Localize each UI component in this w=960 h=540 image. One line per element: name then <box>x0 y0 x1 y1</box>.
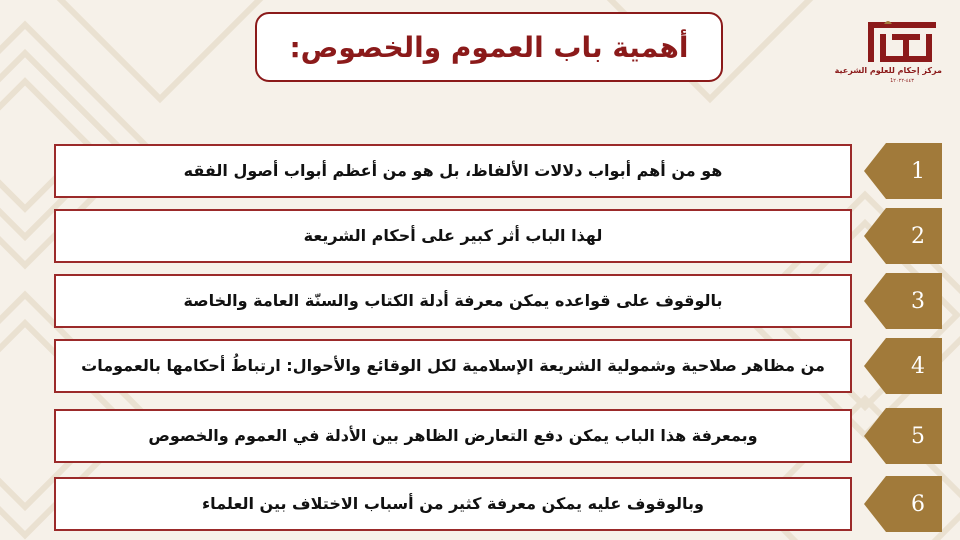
item-text: وبمعرفة هذا الباب يمكن دفع التعارض الظاهر بين الأدلة في العموم والخصوص <box>148 426 758 445</box>
number-badge <box>864 476 942 532</box>
number-badge <box>864 338 942 394</box>
item-box <box>54 409 852 463</box>
item-box <box>54 209 852 263</box>
item-number: 5 <box>911 423 925 449</box>
item-box <box>54 477 852 531</box>
item-number: 2 <box>911 223 925 249</box>
list-item <box>0 339 960 393</box>
item-box <box>54 144 852 198</box>
item-text: بالوقوف على قواعده يمكن معرفة أدلة الكتاب والسنّة العامة والخاصة <box>183 291 723 310</box>
item-text: وبالوقوف عليه يمكن معرفة كثير من أسباب الاختلاف بين العلماء <box>202 494 704 513</box>
list-item <box>0 274 960 328</box>
number-badge <box>864 273 942 329</box>
item-number: 1 <box>911 158 925 184</box>
item-text: من مظاهر صلاحية وشمولية الشريعة الإسلامية لكل الوقائع والأحوال: ارتباطُ أحكامها بالعمومات <box>81 356 825 375</box>
logo-subtitle: 1٤٤٣-٢٠٢٢ <box>890 78 914 84</box>
page-title: أهمية باب العموم والخصوص: <box>289 30 689 64</box>
item-number: 3 <box>911 288 925 314</box>
list-item <box>0 409 960 463</box>
list-item <box>0 209 960 263</box>
logo-name: مركز إحكام للعلوم الشرعية <box>834 66 942 75</box>
item-text: هو من أهم أبواب دلالات الألفاظ، بل هو من أعظم أبواب أصول الفقه <box>183 161 723 180</box>
title-box <box>255 12 723 82</box>
number-badge <box>864 143 942 199</box>
item-text: لهذا الباب أثر كبير على أحكام الشريعة <box>303 226 603 245</box>
item-number: 6 <box>911 491 925 517</box>
item-number: 4 <box>911 353 925 379</box>
logo <box>834 18 942 88</box>
list-item <box>0 477 960 531</box>
number-badge <box>864 208 942 264</box>
item-box <box>54 339 852 393</box>
item-box <box>54 274 852 328</box>
number-badge <box>864 408 942 464</box>
ihkam-logo-mark <box>866 18 938 68</box>
list-item <box>0 144 960 198</box>
